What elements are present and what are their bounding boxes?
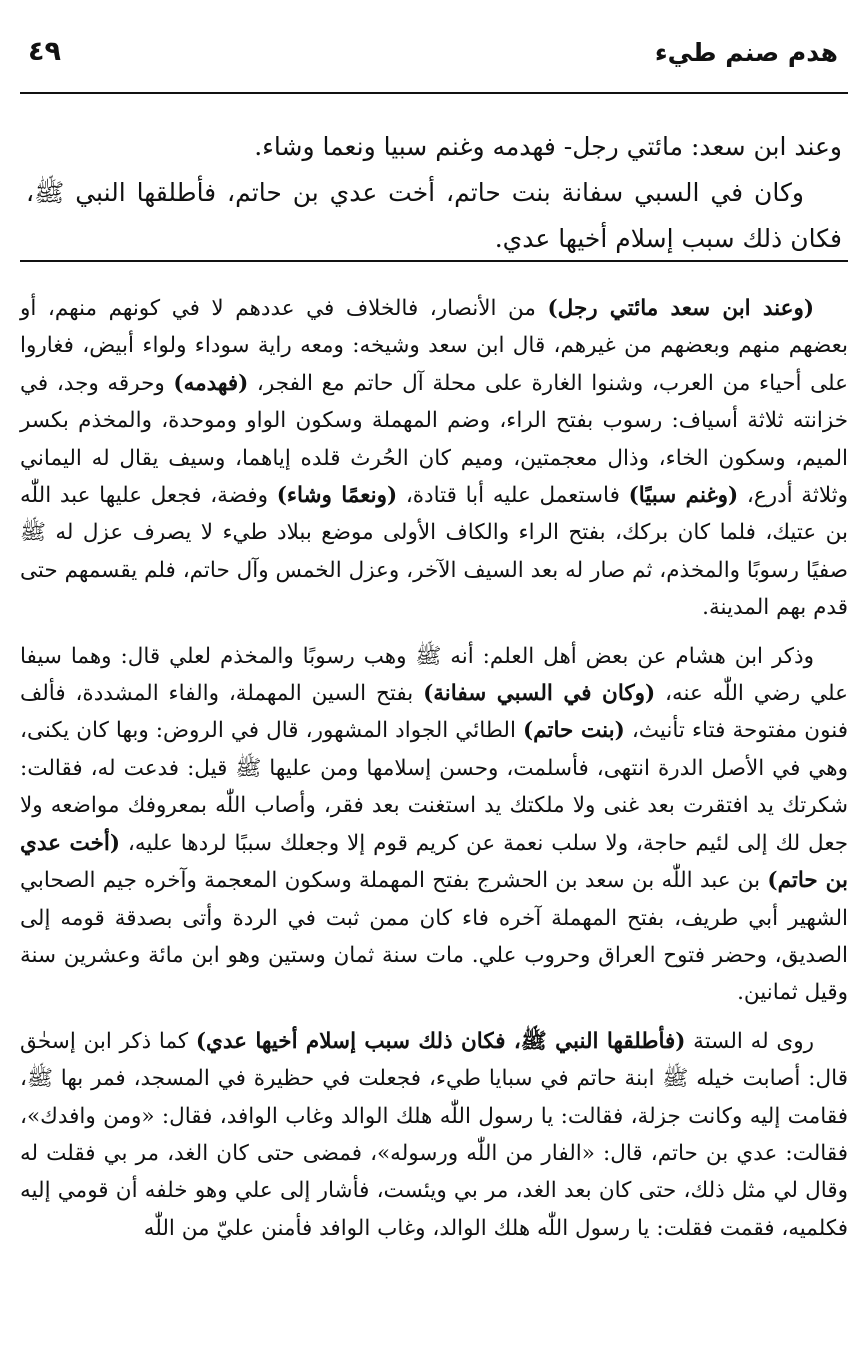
commentary-text [20, 290, 848, 1258]
commentary-text-segment: من الأنصار، فالخلاف في عددهم لا في كونهم منهم، أو بعضهم منهم وبعضهم من غيرهم، قال ابن سعد وشيخه: ومعه راية سوداء ولواء أبيض، فغاروا على أحياء من العرب، وشنوا الغارة على محلة آل حاتم مع الفجر، [20, 296, 848, 396]
commentary-text-segment: وذكر ابن هشام عن بعض أهل العلم: أنه ﷺ وهب رسوبًا والمخذم لعلي قال: وهما سيفا علي رضي اللّٰه عنه، [20, 643, 848, 707]
commentary-text-segment: كما ذكر ابن إسحٰق قال: أصابت خيله ﷺ ابنة حاتم في سبايا طيء، فجعلت في حظيرة في المسجد، فمر بها ﷺ، فقامت إليه وكانت جزلة، فقالت: يا رسول اللّٰه هلك الوالد وغاب الوافد، فقال: «ومن وافدك»، فقالت: عدي بن حاتم، قال: «الفار من اللّٰه ورسوله»، فمضى حتى كان الغد، مر بي فقلت له وقال لي مثل ذلك، حتى كان بعد الغد، مر بي ويئست، فأشار إلى علي وهو خلفه أن قومي إليه فكلميه، فقمت فقلت: يا رسول اللّٰه هلك الوالد، وغاب الوافد فأمنن عليّ من اللّٰه [20, 1028, 848, 1241]
commentary-divider [20, 260, 848, 262]
quoted-text-segment: (فأطلقها النبي ﷺ، فكان ذلك سبب إسلام أخيها عدي) [195, 1028, 686, 1054]
chapter-title: هدم صنم طيء [654, 38, 838, 67]
commentary-paragraph-2 [20, 638, 848, 1012]
page-number: ٤٩ [28, 36, 61, 67]
quoted-text-segment: (أخت عدي بن حاتم) [20, 830, 848, 894]
commentary-paragraph-3 [20, 1023, 848, 1247]
quoted-text-segment: (وغنم سبيًا) [628, 483, 739, 509]
page-header [20, 36, 848, 76]
quoted-text-segment: (وكان في السبي سفانة) [423, 681, 656, 707]
quoted-text-segment: (ونعمًا وشاء) [276, 483, 398, 509]
commentary-text-segment: الطائي الجواد المشهور، قال في الروض: وبها كان يكنى، وهي في الأصل الدرة انتهى، فأسلمت، وحسن إسلامها ومن عليها ﷺ قيل: فدعت له، فقالت: شكرتك يد افتقرت بعد غنى ولا ملكتك يد استغنت بعد فقر، وأصاب اللّٰه بمعروفك مواضعه ولا جعل لك إلى لئيم حاجة، ولا سلب نعمة عن كريم قوم إلا وجعلك سببًا لردها عليه، [20, 718, 848, 856]
header-rule [20, 92, 848, 94]
quoted-text-segment: (وعند ابن سعد مائتي رجل) [547, 296, 814, 321]
commentary-text-segment: وحرقه وجد، في خزانته ثلاثة أسياف: رسوب بفتح الراء، وضم المهملة وسكون الواو وموحدة، والمخذم بكسر الميم، وسكون الخاء، وذال معجمتين، وميم كان الحُرث قلده إياهما، وسيف يقال له اليماني وثلاثة أدرع، [20, 370, 849, 509]
commentary-paragraph-1 [20, 290, 848, 627]
commentary-text-segment: فاستعمل عليه أبا قتادة، [397, 483, 629, 509]
quoted-text-segment: (فهدمه) [173, 370, 249, 396]
main-text [26, 124, 842, 262]
main-text-paragraph-1: وعند ابن سعد: مائتي رجل- فهدمه وغنم سبيا ونعما وشاء. [254, 132, 842, 161]
main-text-paragraph-2: وكان في السبي سفانة بنت حاتم، أخت عدي بن حاتم، فأطلقها النبي ﷺ، فكان ذلك سبب إسلام أخيها عدي. [26, 178, 842, 253]
quoted-text-segment: (بنت حاتم) [522, 718, 625, 744]
commentary-text-segment: وفضة، فجعل عليها عبد اللّٰه بن عتيك، فلما كان بركك، بفتح الراء والكاف الأولى موضع ببلاد طيء لا يصرف عزل له ﷺ صفيًا رسوبًا والمخذم، ثم صار له بعد السيف الآخر، وعزل الخمس وآل حاتم، فلم يقسمهم حتى قدم بهم المدينة. [20, 483, 848, 621]
commentary-text-segment: بفتح السين المهملة، والفاء المشددة، فألف فنون مفتوحة فتاء تأنيث، [20, 681, 848, 744]
commentary-text-segment: روى له الستة [685, 1028, 814, 1054]
commentary-text-segment: بن عبد اللّٰه بن سعد بن الحشرج بفتح المهملة وسكون المعجمة وآخره جيم الصحابي الشهير أبي طريف، بفتح المهملة آخره فاء كان ممن ثبت في الردة وأتى بصدقة قومه إلى الصديق، وحضر فتوح العراق وحروب علي. مات سنة ثمان وستين وهو ابن مائة وعشرين سنة وقيل ثمانين. [20, 868, 848, 1006]
